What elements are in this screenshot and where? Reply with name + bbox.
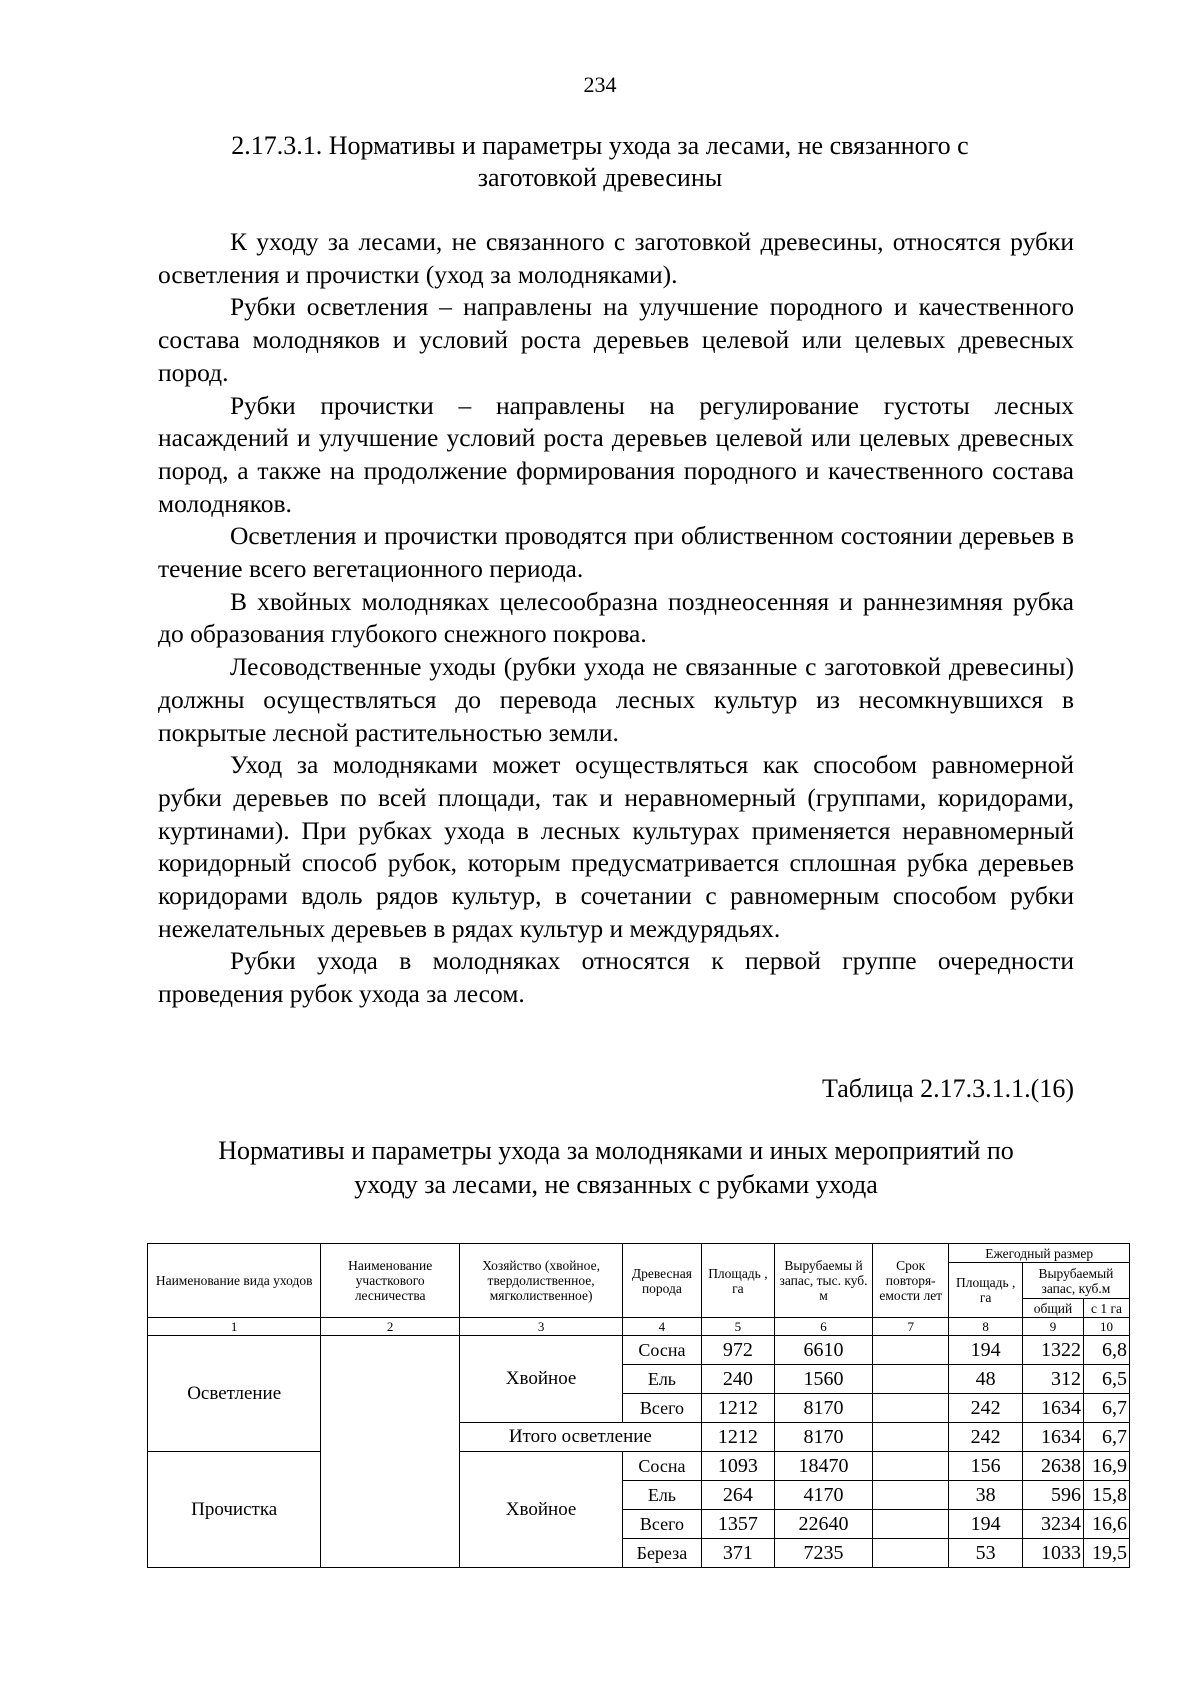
column-number: 4 <box>623 1318 702 1336</box>
subtotal-label-cell: Итого осветление <box>460 1423 702 1452</box>
section-title <box>180 130 1020 194</box>
annual-per-ha-cell: 6,7 <box>1084 1394 1130 1423</box>
paragraph: Рубки осветления – направлены на улучшение породного и качественного состава молодняков и условий роста деревьев целевой или целевых древесных пород. <box>158 292 1074 387</box>
annual-per-ha-cell: 6,5 <box>1084 1365 1130 1394</box>
volume-cell: 1560 <box>775 1365 873 1394</box>
annual-per-ha-cell: 16,6 <box>1084 1510 1130 1539</box>
header-cut-volume: Вырубаемы й запас, тыс. куб. м <box>775 1244 873 1318</box>
period-cell <box>872 1423 948 1452</box>
annual-area-cell: 53 <box>949 1539 1022 1568</box>
column-number: 2 <box>321 1318 460 1336</box>
body-text <box>158 226 1074 1011</box>
annual-total-cell: 3234 <box>1022 1510 1083 1539</box>
annual-total-cell: 1634 <box>1022 1394 1083 1423</box>
period-cell <box>872 1539 948 1568</box>
area-cell: 1093 <box>701 1452 774 1481</box>
area-cell: 240 <box>701 1365 774 1394</box>
header-annual-cut-volume: Вырубаемый запас, куб.м <box>1022 1263 1129 1299</box>
annual-area-cell: 156 <box>949 1452 1022 1481</box>
header-forestry-district: Наименование участкового лесничества <box>321 1244 460 1318</box>
annual-per-ha-cell: 19,5 <box>1084 1539 1130 1568</box>
area-cell: 371 <box>701 1539 774 1568</box>
area-cell: 1212 <box>701 1394 774 1423</box>
page-number: 234 <box>583 72 617 97</box>
period-cell <box>872 1394 948 1423</box>
species-cell: Береза <box>623 1539 702 1568</box>
table-title <box>158 1134 1074 1202</box>
period-cell <box>872 1452 948 1481</box>
column-number: 10 <box>1084 1318 1130 1336</box>
annual-area-cell: 194 <box>949 1510 1022 1539</box>
species-cell: Сосна <box>623 1452 702 1481</box>
header-economy: Хозяйство (хвойное, твердолиственное, мягколиственное) <box>460 1244 623 1318</box>
column-number: 1 <box>148 1318 321 1336</box>
table-row <box>148 1336 1130 1365</box>
paragraph: Рубки прочистки – направлены на регулирование густоты лесных насаждений и улучшение условий роста деревьев целевой или целевых древесных пород, а также на продолжение формирования породного и качественного состава молодняков. <box>158 390 1074 518</box>
paragraph: Уход за молодняками может осуществляться как способом равномерной рубки деревьев по всей площади, так и неравномерный (группами, коридорами, куртинами). При рубках ухода в лесных культурах применяется неравномерный коридорный способ рубок, которым предусматривается сплошная рубка деревьев коридорами вдоль рядов культур, в сочетании с равномерным способом рубки нежелательных деревьев в рядах культур и междурядьях. <box>158 750 1074 943</box>
annual-per-ha-cell: 6,8 <box>1084 1336 1130 1365</box>
economy-cell: Хвойное <box>460 1452 623 1568</box>
paragraph: Рубки ухода в молодняках относятся к первой группе очередности проведения рубок ухода за лесом. <box>158 946 1074 1009</box>
column-number: 7 <box>872 1318 948 1336</box>
economy-cell: Хвойное <box>460 1336 623 1423</box>
header-annual-area: Площадь , га <box>949 1263 1022 1318</box>
volume-cell: 18470 <box>775 1452 873 1481</box>
volume-cell: 7235 <box>775 1539 873 1568</box>
annual-area-cell: 242 <box>949 1423 1022 1452</box>
period-cell <box>872 1481 948 1510</box>
period-cell <box>872 1510 948 1539</box>
annual-total-cell: 1033 <box>1022 1539 1083 1568</box>
column-number: 5 <box>701 1318 774 1336</box>
column-number: 6 <box>775 1318 873 1336</box>
care-type-cell: Осветление <box>148 1336 321 1452</box>
volume-cell: 22640 <box>775 1510 873 1539</box>
species-cell: Ель <box>623 1365 702 1394</box>
area-cell: 972 <box>701 1336 774 1365</box>
paragraph: Лесоводственные уходы (рубки ухода не связанные с заготовкой древесины) должны осуществляться до перевода лесных культур из несомкнувшихся в покрытые лесной растительностью земли. <box>158 652 1074 747</box>
annual-area-cell: 38 <box>949 1481 1022 1510</box>
annual-per-ha-cell: 16,9 <box>1084 1452 1130 1481</box>
forest-care-table <box>147 1243 1130 1568</box>
header-annual-size: Ежегодный размер <box>949 1244 1130 1263</box>
period-cell <box>872 1365 948 1394</box>
table-title-line-1: Нормативы и параметры ухода за молодняками и иных мероприятий по <box>218 1136 1014 1165</box>
period-cell <box>872 1336 948 1365</box>
annual-total-cell: 312 <box>1022 1365 1083 1394</box>
annual-total-cell: 1634 <box>1022 1423 1083 1452</box>
paragraph: В хвойных молодняках целесообразна позднеосенняя и раннезимняя рубка до образования глубокого снежного покрова. <box>158 586 1074 649</box>
annual-area-cell: 48 <box>949 1365 1022 1394</box>
table-row <box>148 1452 1130 1481</box>
care-type-cell: Прочистка <box>148 1452 321 1568</box>
species-cell: Ель <box>623 1481 702 1510</box>
paragraph: К уходу за лесами, не связанного с заготовкой древесины, относятся рубки осветления и прочистки (уход за молодняками). <box>158 227 1074 289</box>
column-number: 9 <box>1022 1318 1083 1336</box>
species-cell: Сосна <box>623 1336 702 1365</box>
header-per-ha: с 1 га <box>1084 1299 1130 1318</box>
volume-cell: 4170 <box>775 1481 873 1510</box>
volume-cell: 6610 <box>775 1336 873 1365</box>
section-title-line-2: заготовкой древесины <box>477 163 723 192</box>
paragraph: Осветления и прочистки проводятся при облиственном состоянии деревьев в течение всего вегетационного периода. <box>158 521 1074 584</box>
area-cell: 264 <box>701 1481 774 1510</box>
volume-cell: 8170 <box>775 1423 873 1452</box>
header-tree-species: Древесная порода <box>623 1244 702 1318</box>
table-caption: Таблица 2.17.3.1.1.(16) <box>821 1074 1074 1103</box>
header-area: Площадь , га <box>701 1244 774 1318</box>
species-cell: Всего <box>623 1394 702 1423</box>
volume-cell: 8170 <box>775 1394 873 1423</box>
column-number: 8 <box>949 1318 1022 1336</box>
annual-per-ha-cell: 15,8 <box>1084 1481 1130 1510</box>
area-cell: 1212 <box>701 1423 774 1452</box>
annual-total-cell: 1322 <box>1022 1336 1083 1365</box>
annual-area-cell: 242 <box>949 1394 1022 1423</box>
forestry-district-cell <box>321 1336 460 1568</box>
annual-per-ha-cell: 6,7 <box>1084 1423 1130 1452</box>
area-cell: 1357 <box>701 1510 774 1539</box>
header-care-type: Наименование вида уходов <box>148 1244 321 1318</box>
table-title-line-2: уходу за лесами, не связанных с рубками ухода <box>354 1170 878 1199</box>
section-title-line-1: 2.17.3.1. Нормативы и параметры ухода за лесами, не связанного с <box>231 131 969 160</box>
annual-area-cell: 194 <box>949 1336 1022 1365</box>
annual-total-cell: 2638 <box>1022 1452 1083 1481</box>
species-cell: Всего <box>623 1510 702 1539</box>
column-number: 3 <box>460 1318 623 1336</box>
annual-total-cell: 596 <box>1022 1481 1083 1510</box>
header-repeat-period: Срок повторя- емости лет <box>872 1244 948 1318</box>
header-total: общий <box>1022 1299 1083 1318</box>
